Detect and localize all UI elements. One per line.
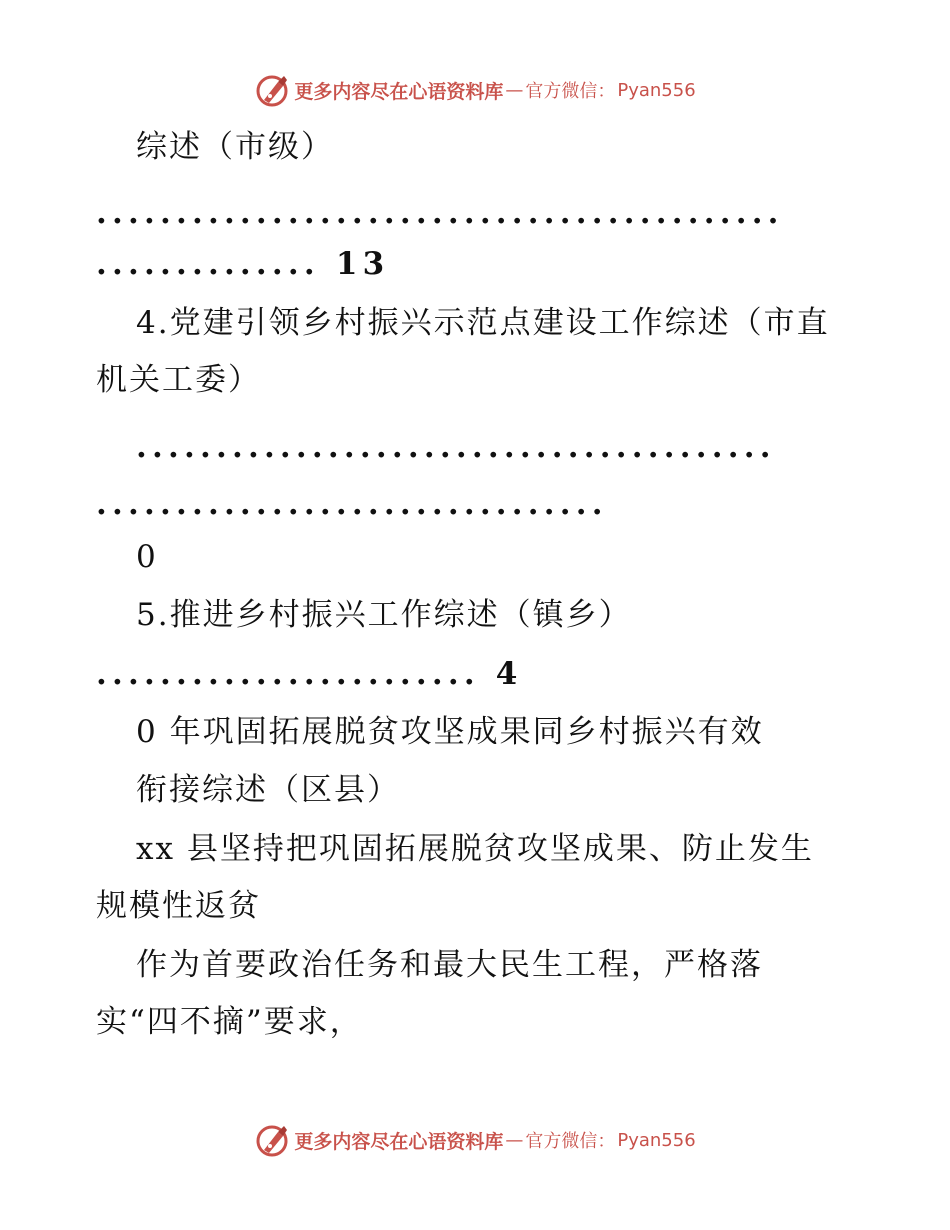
text-line: xx 县坚持把巩固拓展脱贫攻坚成果、防止发生 bbox=[136, 831, 814, 867]
text-line: 综述（市级） bbox=[136, 129, 334, 165]
watermark-brand-text: 更多内容尽在心语资料库 bbox=[294, 80, 504, 103]
text-line: 5.推进乡村振兴工作综述（镇乡） bbox=[136, 597, 632, 633]
watermark-banner-top bbox=[0, 70, 950, 110]
watermark-wechat-label: 官方微信： bbox=[525, 1131, 616, 1152]
watermark-wechat-label: 官方微信： bbox=[525, 81, 616, 102]
text-line: 规模性返贫 bbox=[96, 888, 261, 924]
text-line: 作为首要政治任务和最大民生工程，严格落 bbox=[136, 947, 763, 983]
watermark-banner-bottom bbox=[0, 1120, 950, 1160]
toc-dot-leader-page: ........................ 4 bbox=[96, 656, 523, 692]
text-line: 实“四不摘”要求， bbox=[96, 1004, 363, 1040]
watermark-wechat-id: Pyan556 bbox=[617, 1129, 696, 1151]
toc-dot-leader: ........................................ bbox=[136, 429, 776, 465]
pen-logo-icon bbox=[254, 72, 290, 108]
toc-dot-leader-page: .............. 13 bbox=[96, 246, 390, 282]
toc-page-number: 0 bbox=[136, 539, 158, 575]
watermark-brand-text: 更多内容尽在心语资料库 bbox=[294, 1130, 504, 1153]
text-line: 4.党建引领乡村振兴示范点建设工作综述（市直 bbox=[136, 305, 830, 341]
watermark-dash: — bbox=[505, 1129, 524, 1151]
text-line: 衔接综述（区县） bbox=[136, 772, 400, 808]
pen-logo-icon bbox=[254, 1122, 290, 1158]
watermark-wechat-id: Pyan556 bbox=[617, 79, 696, 101]
toc-dot-leader: ........................................... bbox=[96, 195, 784, 231]
text-line: 0 年巩固拓展脱贫攻坚成果同乡村振兴有效 bbox=[136, 714, 764, 750]
watermark-dash: — bbox=[505, 79, 524, 101]
toc-dot-leader: ................................ bbox=[96, 486, 608, 522]
text-line: 机关工委） bbox=[96, 362, 261, 398]
